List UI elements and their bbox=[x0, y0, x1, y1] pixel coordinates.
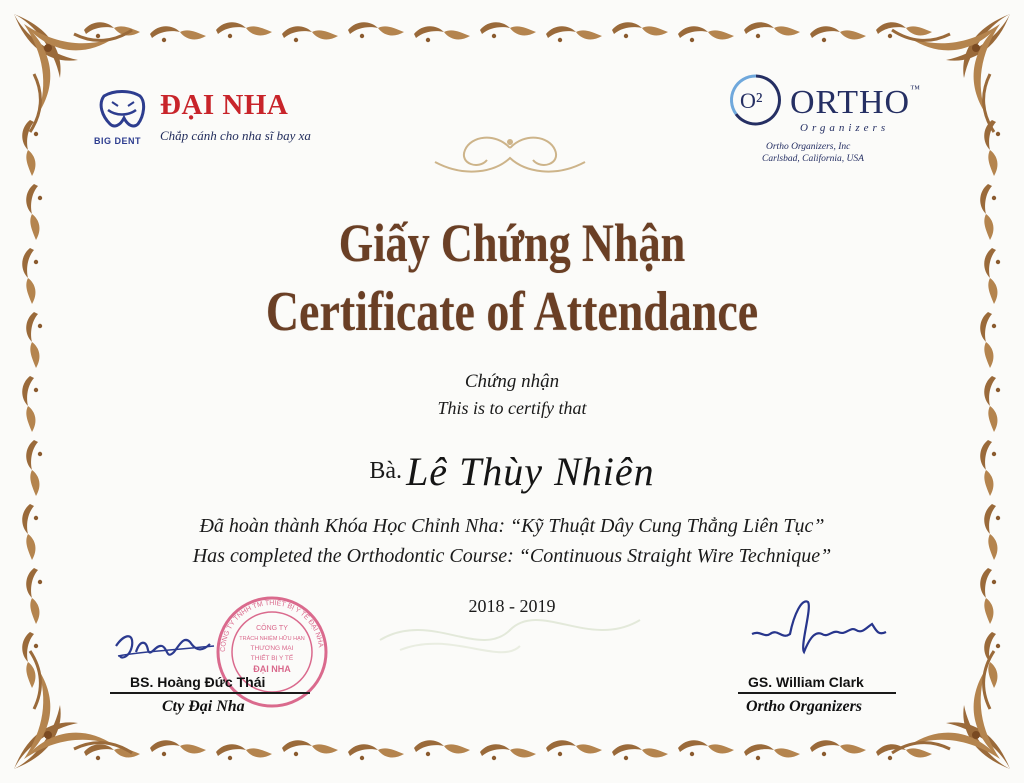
ortho-name-text: ORTHO bbox=[790, 84, 911, 121]
course-line-vietnamese: Đã hoàn thành Khóa Học Chỉnh Nha: “Kỹ Thuật Dây Cung Thẳng Liên Tục” bbox=[199, 515, 825, 537]
signatory-organization-left: Cty Đại Nha bbox=[162, 698, 245, 715]
recipient-honorific: Bà. bbox=[369, 458, 403, 484]
signatory-name-left: BS. Hoàng Đức Thái bbox=[130, 674, 266, 690]
ortho-address-line1: Ortho Organizers, Inc bbox=[766, 142, 851, 152]
signature-line-right bbox=[738, 692, 896, 694]
stamp-line1: CÔNG TY bbox=[256, 625, 288, 632]
dainha-tagline: Chắp cánh cho nha sĩ bay xa bbox=[160, 128, 311, 143]
course-line-english: Has completed the Orthodontic Course: “Continuous Straight Wire Technique” bbox=[192, 545, 832, 567]
stamp-line3: THƯƠNG MẠI bbox=[250, 645, 294, 652]
ortho-address-line2: Carlsbad, California, USA bbox=[762, 154, 864, 164]
stamp-line2: TRÁCH NHIỆM HỮU HẠN bbox=[239, 636, 305, 642]
stamp-line5: ĐẠI NHA bbox=[253, 664, 291, 674]
ortho-mark-text: O² bbox=[740, 88, 763, 113]
ortho-organizers-logo bbox=[726, 70, 946, 180]
signature-block-right bbox=[728, 590, 908, 720]
dainha-brand-name: ĐẠI NHA bbox=[160, 89, 289, 121]
signatory-organization-right: Ortho Organizers bbox=[746, 698, 863, 715]
ortho-o2-icon bbox=[726, 70, 786, 130]
certify-line-vietnamese: Chứng nhận bbox=[464, 371, 560, 392]
ortho-subname: Organizers bbox=[800, 122, 890, 134]
recipient bbox=[0, 448, 1024, 495]
stamp-line4: THIẾT BỊ Y TẾ bbox=[250, 655, 294, 662]
handwritten-signature-right bbox=[742, 590, 902, 662]
stamp-ring-text: CÔNG TY TNHH TM THIẾT BỊ Y TẾ ĐẠI NHA bbox=[219, 599, 324, 653]
bigdent-label: BIG DENT bbox=[94, 136, 142, 146]
dainha-logo bbox=[94, 88, 344, 158]
signature-block-left bbox=[110, 600, 330, 730]
handwritten-signature-left bbox=[110, 616, 230, 672]
course-year: 2018 - 2019 bbox=[468, 596, 556, 616]
certificate-title-vietnamese: Giấy Chứng Nhận bbox=[338, 213, 686, 273]
certify-line-english: This is to certify that bbox=[437, 398, 587, 418]
top-flourish-ornament bbox=[415, 128, 605, 184]
signature-line-left bbox=[110, 692, 310, 694]
certificate-title-english: Certificate of Attendance bbox=[265, 281, 759, 343]
recipient-name: Lê Thùy Nhiên bbox=[406, 449, 655, 494]
ortho-brand-name bbox=[790, 84, 921, 122]
trademark-symbol: ™ bbox=[910, 84, 921, 95]
signatory-name-right: GS. William Clark bbox=[748, 674, 864, 690]
